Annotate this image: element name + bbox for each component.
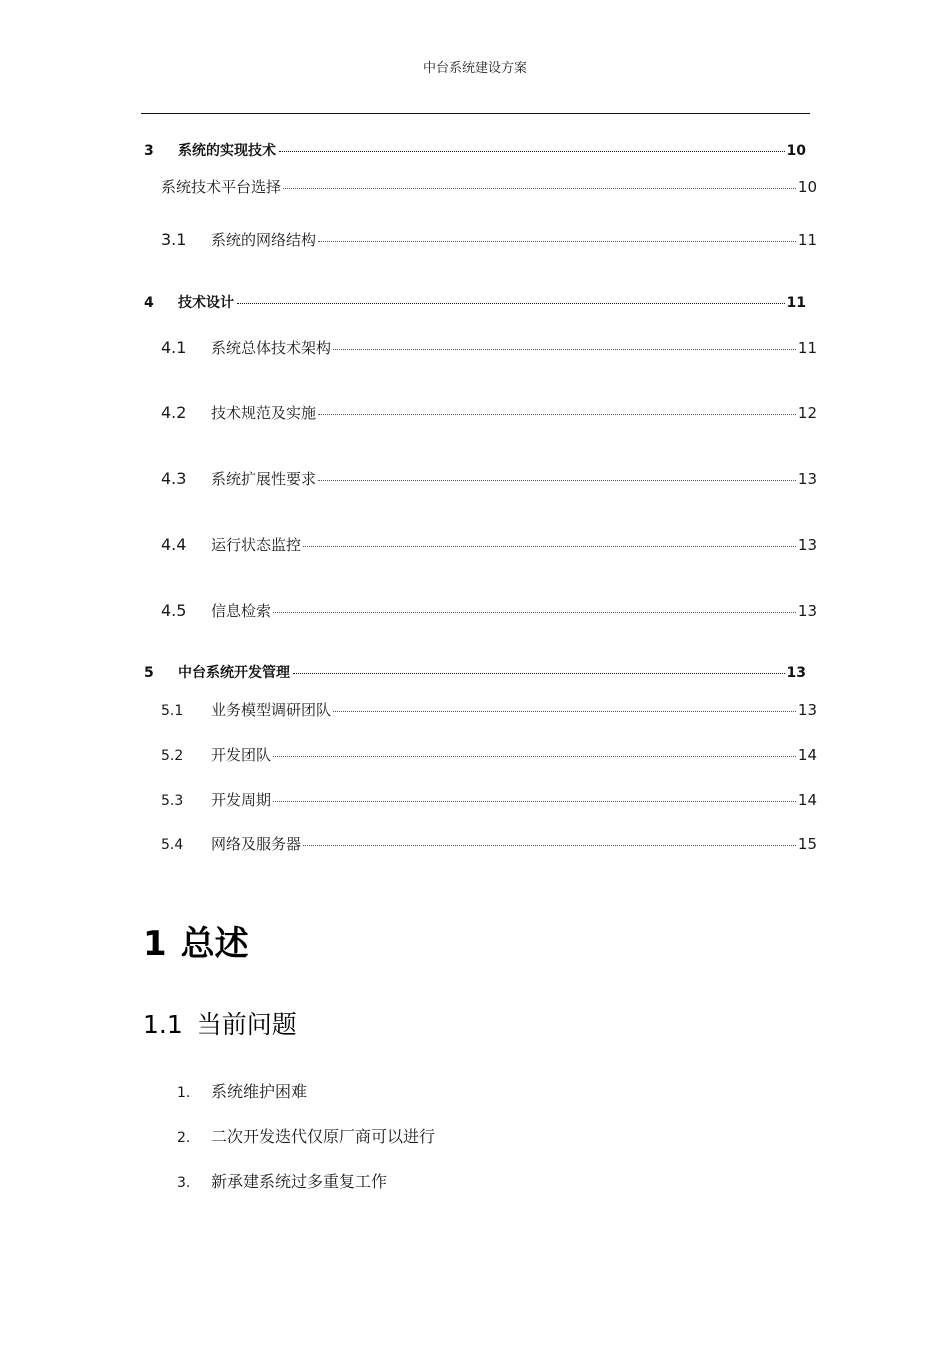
toc-title: 系统扩展性要求 — [211, 470, 317, 488]
toc-entry-4-4[interactable] — [161, 534, 817, 555]
toc-title: 技术设计 — [178, 295, 234, 311]
list-text: 新承建系统过多重复工作 — [211, 1172, 388, 1191]
toc-title: 开发团队 — [211, 746, 272, 764]
toc-entry-4-1[interactable] — [161, 337, 817, 358]
toc-number: 4.1 — [161, 338, 187, 357]
toc-title: 开发周期 — [211, 791, 272, 809]
toc-number: 5 — [144, 665, 154, 681]
header-divider — [141, 113, 810, 114]
toc-leader — [293, 673, 785, 674]
toc-entry-4-5[interactable] — [161, 600, 817, 621]
list-item — [177, 1079, 307, 1102]
toc-entry-5-1[interactable] — [161, 699, 817, 720]
toc-leader — [283, 188, 796, 189]
toc-number: 5.2 — [161, 748, 184, 764]
list-item — [177, 1169, 387, 1192]
toc-leader — [318, 241, 796, 242]
toc-title: 业务模型调研团队 — [211, 701, 332, 719]
toc-number: 4.5 — [161, 601, 187, 620]
toc-number: 4 — [144, 295, 154, 311]
toc-page-number: 15 — [797, 835, 817, 853]
toc-number: 4.2 — [161, 403, 187, 422]
toc-page-number: 10 — [786, 143, 806, 159]
toc-leader — [273, 612, 796, 613]
section-number: 1 — [143, 924, 167, 964]
toc-leader — [237, 303, 785, 304]
page-header: 中台系统建设方案 — [422, 61, 527, 76]
toc-number: 3 — [144, 143, 154, 159]
toc-entry-platform[interactable] — [161, 176, 817, 197]
toc-entry-4-3[interactable] — [161, 468, 817, 489]
toc-leader — [333, 349, 796, 350]
list-text: 二次开发迭代仅原厂商可以进行 — [211, 1127, 436, 1146]
toc-title: 中台系统开发管理 — [178, 665, 290, 681]
toc-page-number: 11 — [797, 231, 817, 249]
toc-page-number: 12 — [797, 404, 817, 422]
section-title: 总述 — [180, 924, 249, 964]
toc-number: 5.4 — [161, 837, 184, 853]
list-item — [177, 1124, 435, 1147]
toc-title: 技术规范及实施 — [211, 404, 317, 422]
toc-entry-4-2[interactable] — [161, 402, 817, 423]
toc-entry-5-3[interactable] — [161, 789, 817, 810]
toc-title: 系统的网络结构 — [211, 231, 317, 249]
subsection-title: 当前问题 — [196, 1010, 297, 1039]
toc-entry-4[interactable] — [144, 292, 806, 312]
list-number: 2. — [177, 1130, 191, 1146]
toc-page-number: 14 — [797, 746, 817, 764]
toc-entry-5[interactable] — [144, 662, 806, 682]
toc-title: 信息检索 — [211, 602, 272, 620]
list-number: 3. — [177, 1175, 191, 1191]
list-text: 系统维护困难 — [211, 1082, 308, 1101]
toc-entry-3[interactable] — [144, 140, 806, 160]
toc-leader — [273, 801, 796, 802]
toc-page-number: 11 — [797, 339, 817, 357]
toc-title: 运行状态监控 — [211, 536, 302, 554]
toc-title: 系统总体技术架构 — [211, 339, 332, 357]
toc-page-number: 13 — [797, 536, 817, 554]
toc-leader — [303, 845, 796, 846]
list-number: 1. — [177, 1085, 191, 1101]
toc-leader — [303, 546, 796, 547]
toc-leader — [273, 756, 796, 757]
toc-leader — [279, 151, 785, 152]
toc-entry-5-4[interactable] — [161, 833, 817, 854]
toc-page-number: 14 — [797, 791, 817, 809]
toc-page-number: 13 — [797, 470, 817, 488]
toc-page-number: 11 — [786, 295, 806, 311]
toc-entry-5-2[interactable] — [161, 744, 817, 765]
toc-title: 系统的实现技术 — [178, 143, 276, 159]
toc-page-number: 13 — [797, 602, 817, 620]
toc-page-number: 10 — [797, 178, 817, 196]
toc-leader — [318, 480, 796, 481]
toc-number: 5.1 — [161, 703, 184, 719]
toc-page-number: 13 — [786, 665, 806, 681]
toc-leader — [318, 414, 796, 415]
subsection-heading — [143, 1005, 297, 1041]
toc-number: 3.1 — [161, 230, 187, 249]
section-heading — [143, 916, 249, 965]
toc-page-number: 13 — [797, 701, 817, 719]
toc-title: 系统技术平台选择 — [161, 178, 282, 196]
toc-title: 网络及服务器 — [211, 835, 302, 853]
toc-number: 5.3 — [161, 793, 184, 809]
toc-leader — [333, 711, 796, 712]
toc-entry-3-1[interactable] — [161, 229, 817, 250]
toc-number: 4.4 — [161, 535, 187, 554]
subsection-number: 1.1 — [143, 1010, 183, 1039]
toc-number: 4.3 — [161, 469, 187, 488]
